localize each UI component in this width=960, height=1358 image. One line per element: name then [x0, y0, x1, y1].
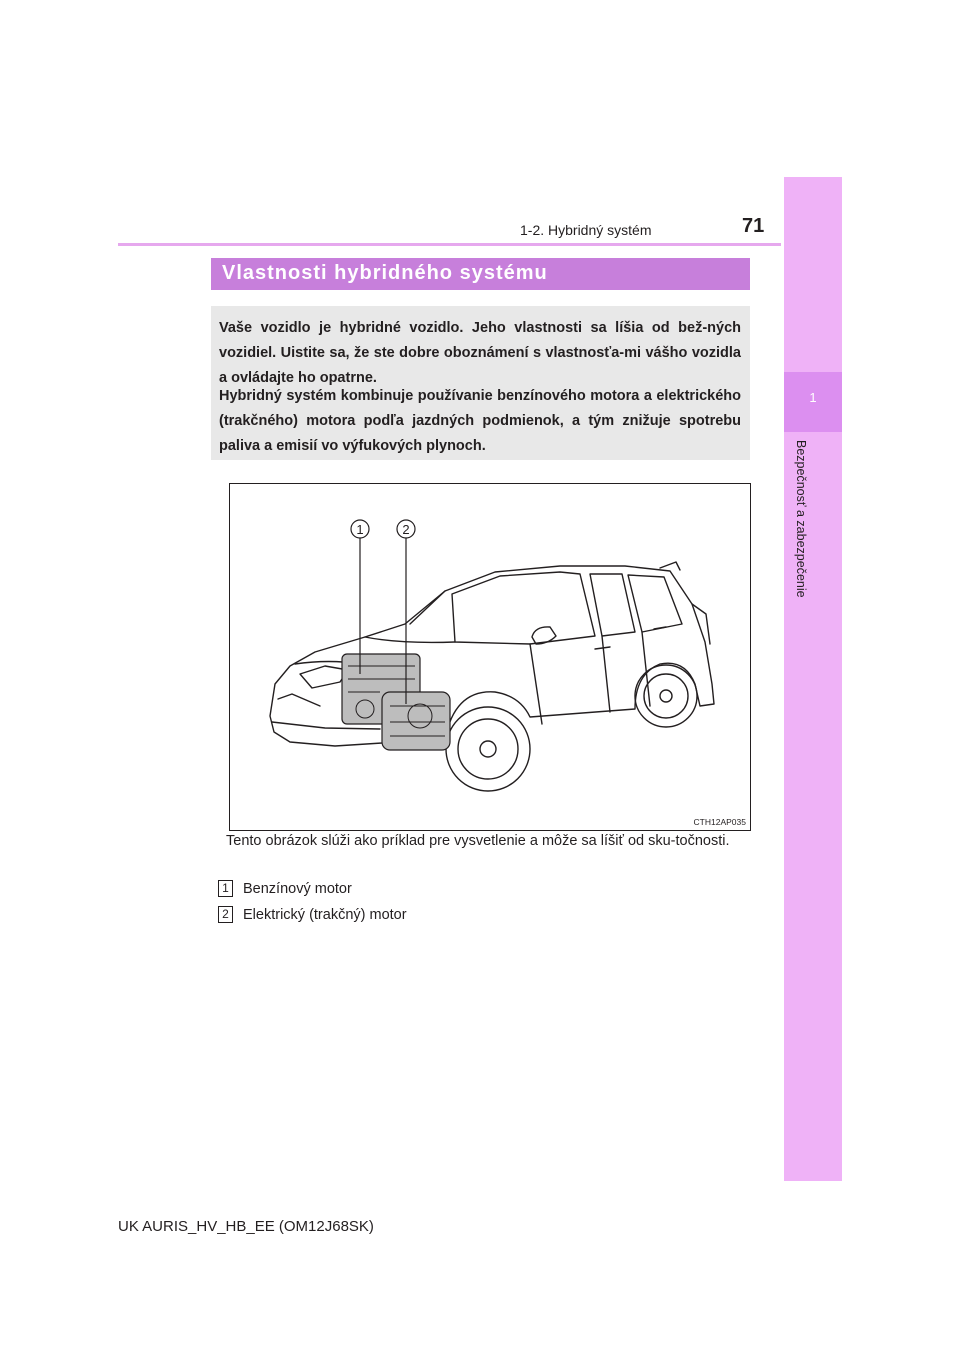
chapter-number: 1: [809, 390, 817, 405]
car-illustration-figure: [229, 483, 751, 831]
intro-paragraph-2: Hybridný systém kombinuje používanie benzínového motora a elektrického (trakčného) motora podľa jazdných podmienok, a tým znižuje spotrebu paliva a emisií vo výfukových plynoch.: [219, 388, 741, 454]
legend-number: 2: [218, 906, 233, 923]
intro-paragraph-1: Vaše vozidlo je hybridné vozidlo. Jeho vlastnosti sa líšia od bež-ných vozidiel. Uistite sa, že ste dobre oboznámení s vlastnosťa-mi vášho vozidla a ovládajte ho opatrne.: [219, 320, 741, 386]
chapter-title: Bezpečnosť a zabezpečenie: [794, 440, 808, 598]
figure-code: CTH12AP035: [693, 817, 746, 827]
header-rule: [118, 243, 781, 246]
car-illustration: [230, 484, 750, 830]
legend-item: [218, 906, 407, 923]
legend-number: 1: [218, 880, 233, 897]
callout-2: 2: [402, 522, 410, 537]
legend-label: Elektrický (trakčný) motor: [243, 907, 407, 923]
section-title: Vlastnosti hybridného systému: [222, 262, 548, 284]
callout-1: 1: [356, 522, 364, 537]
header-title: 1-2. Hybridný systém: [520, 222, 652, 238]
legend-item: [218, 880, 352, 897]
page-number: 71: [742, 215, 765, 237]
legend-label: Benzínový motor: [243, 881, 352, 897]
chapter-side-tab: [784, 177, 842, 1181]
footer-doc-code: UK AURIS_HV_HB_EE (OM12J68SK): [118, 1218, 374, 1235]
figure-caption: Tento obrázok slúži ako príklad pre vysvetlenie a môže sa líšiť od sku-točnosti.: [226, 833, 730, 849]
